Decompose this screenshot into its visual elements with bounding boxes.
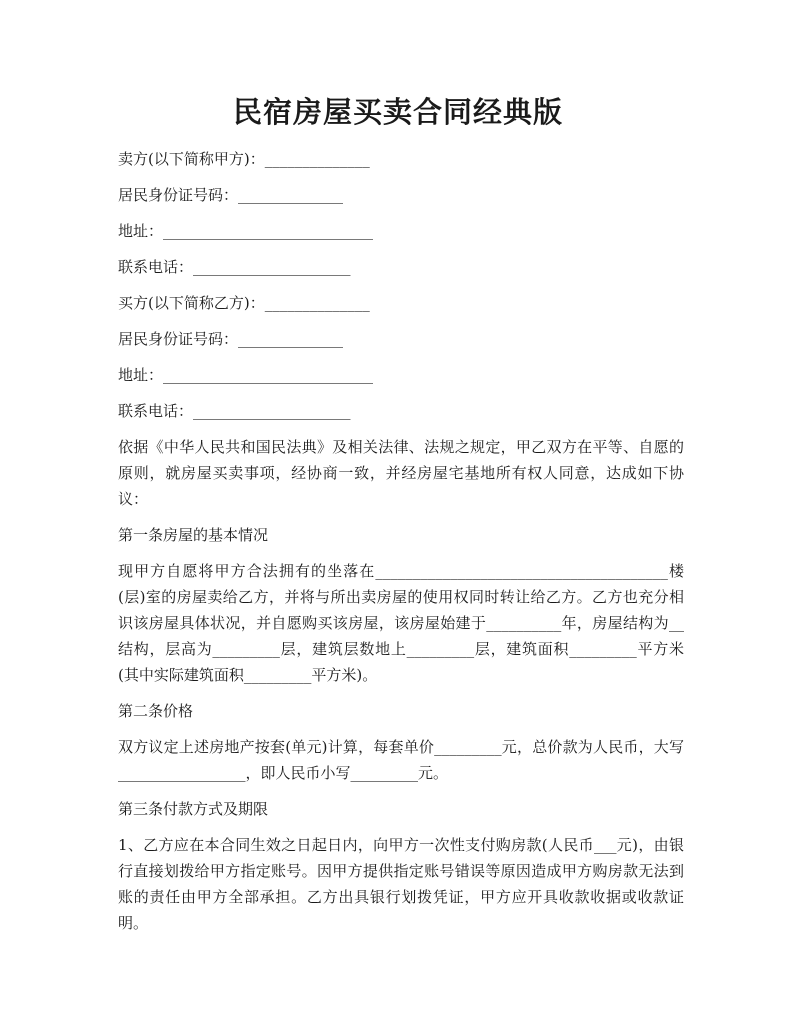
article1-heading: 第一条房屋的基本情况	[118, 526, 269, 544]
buyer-address-field: 地址：____________________________	[118, 366, 374, 384]
buyer-name-field: 买方(以下简称乙方)：______________	[118, 294, 370, 312]
article2-paragraph: 双方议定上述房地产按套(单元)计算，每套单价_________元，总价款为人民币，大写_________________，即人民币小写_________元。	[118, 738, 684, 782]
article3-item1-paragraph: 1、乙方应在本合同生效之日起日内，向甲方一次性支付购房款(人民币___元)，由银行直接划拨给甲方指定账号。因甲方提供指定账号错误等原因造成甲方购房款无法到账的责任由甲方全部承担。乙方出具银行划拨凭证，甲方应开具收款收据或收款证明。	[118, 836, 684, 932]
article3-heading: 第三条付款方式及期限	[118, 800, 269, 818]
document-title: 民宿房屋买卖合同经典版	[232, 95, 563, 129]
seller-address-field: 地址：____________________________	[118, 222, 374, 240]
article2-heading: 第二条价格	[118, 702, 194, 720]
preamble-paragraph: 依据《中华人民共和国民法典》及相关法律、法规之规定，甲乙双方在平等、自愿的原则，就房屋买卖事项，经协商一致，并经房屋宅基地所有权人同意，达成如下协议：	[118, 438, 684, 508]
seller-name-field: 卖方(以下简称甲方)：______________	[118, 150, 370, 168]
buyer-id-field: 居民身份证号码：______________	[118, 330, 344, 348]
buyer-phone-field: 联系电话：_____________________	[118, 402, 351, 420]
article1-paragraph: 现甲方自愿将甲方合法拥有的坐落在_______________________________________楼(层)室的房屋卖给乙方，并将与所出卖房屋的使用权同时转让给乙方。乙方也充分相识该房屋具体状况，并自愿购买该房屋，该房屋始建于__________年，房屋结构为__结构，层高为_________层，建筑层数地上_________层，建筑面积_________平方米(其中实际建筑面积_________平方米)。	[118, 562, 684, 684]
document-body	[118, 146, 684, 946]
seller-id-field: 居民身份证号码：______________	[118, 186, 344, 204]
seller-phone-field: 联系电话：_____________________	[118, 258, 351, 276]
